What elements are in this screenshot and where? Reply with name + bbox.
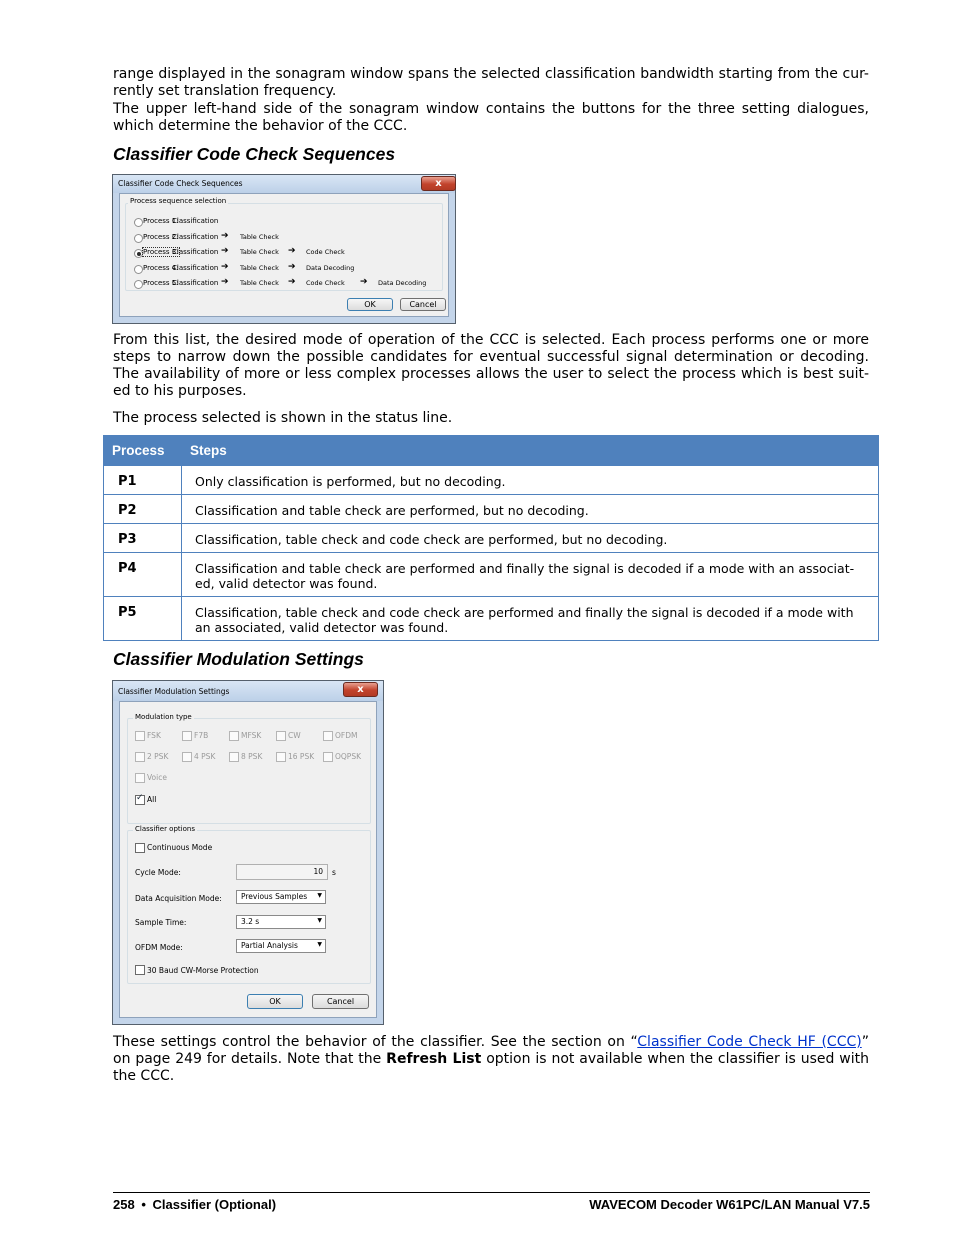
arrow-right-icon: ➔ bbox=[221, 246, 229, 256]
process-step-label: Classification bbox=[172, 263, 219, 272]
checkmark-icon: ✓ bbox=[136, 793, 144, 803]
arrow-right-icon: ➔ bbox=[360, 277, 368, 287]
sample-time-select[interactable] bbox=[236, 915, 326, 929]
paragraph-text: ” on page 249 for details. Note that the bbox=[113, 1034, 869, 1067]
process-step-label: Classification bbox=[172, 232, 219, 241]
chevron-down-icon: ▼ bbox=[317, 941, 322, 948]
process-step-label: Data Decoding bbox=[378, 279, 427, 287]
data-acquisition-select[interactable] bbox=[236, 890, 326, 904]
ok-button[interactable]: OK bbox=[347, 298, 393, 311]
modulation-label: 8 PSK bbox=[241, 752, 263, 761]
process-cell: P1 bbox=[104, 466, 182, 495]
ofdm-mode-value: Partial Analysis bbox=[241, 941, 298, 950]
section-heading-modulation-settings: Classifier Modulation Settings bbox=[113, 649, 364, 669]
close-icon[interactable]: x bbox=[343, 682, 378, 697]
section2-paragraph bbox=[113, 1034, 869, 1085]
table-row bbox=[104, 466, 879, 495]
arrow-right-icon: ➔ bbox=[288, 261, 296, 272]
process-step-label: Table Check bbox=[240, 232, 279, 241]
modulation-label: 16 PSK bbox=[288, 752, 315, 761]
process-radio[interactable] bbox=[134, 218, 143, 227]
table-row bbox=[104, 553, 879, 597]
steps-cell: Classification, table check and code check are performed and finally the signal is decoded if a mode with an associated, valid detector was found. bbox=[182, 597, 879, 641]
process-radio[interactable] bbox=[134, 249, 143, 258]
continuous-mode-checkbox[interactable] bbox=[135, 843, 145, 853]
voice-checkbox[interactable] bbox=[135, 773, 145, 783]
close-icon[interactable]: x bbox=[421, 176, 456, 191]
process-step-label: Classification bbox=[172, 248, 219, 256]
process-cell: P5 bbox=[104, 597, 182, 641]
column-header-process: Process bbox=[104, 436, 182, 466]
section1-paragraph-1: From this list, the desired mode of operation of the CCC is selected. Each process performs one or more steps to narrow down the possible candidates for eventual successful signal determination or decoding. The availability of more or less complex processes allows the user to select the process which is best suit-ed to his purposes. bbox=[113, 332, 869, 399]
process-step-label: Code Check bbox=[306, 279, 345, 287]
steps-cell: Only classification is performed, but no decoding. bbox=[182, 466, 879, 495]
page-number: 258 bbox=[113, 1197, 135, 1212]
ofdm-mode-label: OFDM Mode: bbox=[135, 943, 183, 952]
modulation-type-label: Modulation type bbox=[135, 713, 192, 721]
process-step-label: Classification bbox=[172, 279, 219, 287]
process-label: Process 4: bbox=[143, 263, 179, 272]
cw-morse-protection-checkbox[interactable] bbox=[135, 965, 145, 975]
modulation-label: MFSK bbox=[241, 731, 262, 740]
cancel-button[interactable]: Cancel bbox=[400, 298, 446, 311]
process-step-label: Classification bbox=[172, 217, 219, 225]
process-step-label: Table Check bbox=[240, 248, 279, 256]
continuous-mode-label: Continuous Mode bbox=[147, 843, 213, 852]
arrow-right-icon: ➔ bbox=[221, 277, 229, 287]
modulation-checkbox[interactable] bbox=[229, 731, 239, 741]
arrow-right-icon: ➔ bbox=[221, 230, 229, 241]
process-step-label: Code Check bbox=[306, 248, 345, 256]
column-header-steps: Steps bbox=[182, 436, 879, 466]
all-checkbox[interactable] bbox=[135, 795, 145, 805]
footer-divider bbox=[113, 1192, 870, 1193]
modulation-settings-dialog bbox=[112, 680, 384, 1025]
ofdm-mode-select[interactable] bbox=[236, 939, 326, 953]
data-acquisition-value: Previous Samples bbox=[241, 892, 308, 901]
footer-bullet: • bbox=[141, 1197, 146, 1212]
section-heading-code-check-sequences: Classifier Code Check Sequences bbox=[113, 144, 396, 164]
process-radio[interactable] bbox=[134, 280, 143, 289]
process-cell: P4 bbox=[104, 553, 182, 597]
modulation-label: 2 PSK bbox=[147, 752, 169, 761]
process-label: Process 5: bbox=[143, 279, 179, 287]
process-step-label: Data Decoding bbox=[306, 263, 355, 272]
table-row bbox=[104, 597, 879, 641]
dialog-client-area bbox=[119, 193, 449, 317]
table-row bbox=[104, 495, 879, 524]
cycle-mode-unit: s bbox=[332, 868, 336, 877]
voice-label: Voice bbox=[147, 773, 167, 782]
steps-cell: Classification and table check are performed, but no decoding. bbox=[182, 495, 879, 524]
modulation-label: 4 PSK bbox=[194, 752, 216, 761]
modulation-checkbox[interactable] bbox=[182, 752, 192, 762]
arrow-right-icon: ➔ bbox=[288, 277, 296, 287]
ok-button[interactable]: OK bbox=[247, 994, 303, 1009]
paragraph-text: option is not available when the classifier is used with the CCC. bbox=[113, 1051, 869, 1084]
chevron-down-icon: ▼ bbox=[317, 892, 322, 899]
dialog-client-area bbox=[119, 701, 377, 1018]
classifier-code-check-link[interactable]: Classifier Code Check HF (CCC) bbox=[637, 1034, 862, 1050]
arrow-right-icon: ➔ bbox=[221, 261, 229, 272]
chevron-down-icon: ▼ bbox=[317, 917, 322, 924]
process-label: Process 3: bbox=[143, 248, 179, 256]
process-label: Process 1: bbox=[143, 217, 179, 225]
sample-time-label: Sample Time: bbox=[135, 918, 187, 927]
intro-paragraph-2: The upper left-hand side of the sonagram window contains the buttons for the three setting dialogues, which determine the behavior of the CCC. bbox=[113, 101, 869, 134]
arrow-right-icon: ➔ bbox=[288, 246, 296, 256]
classifier-options-group bbox=[127, 830, 371, 984]
cycle-mode-value: 10 bbox=[313, 867, 323, 876]
cancel-button[interactable]: Cancel bbox=[312, 994, 369, 1009]
modulation-checkbox[interactable] bbox=[276, 731, 286, 741]
process-radio[interactable] bbox=[134, 265, 143, 274]
modulation-checkbox[interactable] bbox=[323, 731, 333, 741]
modulation-label: OQPSK bbox=[335, 752, 362, 761]
steps-cell: Classification and table check are performed and finally the signal is decoded if a mode with an associat-ed, valid detector was found. bbox=[182, 553, 879, 597]
footer-left bbox=[113, 1197, 276, 1212]
sample-time-value: 3.2 s bbox=[241, 917, 260, 926]
modulation-label: CW bbox=[288, 731, 301, 740]
footer-right: WAVECOM Decoder W61PC/LAN Manual V7.5 bbox=[589, 1197, 870, 1212]
modulation-checkbox[interactable] bbox=[276, 752, 286, 762]
process-step-label: Table Check bbox=[240, 279, 279, 287]
footer-section: Classifier (Optional) bbox=[152, 1197, 277, 1212]
section1-paragraph-2: The process selected is shown in the status line. bbox=[113, 410, 453, 426]
process-radio[interactable] bbox=[134, 234, 143, 243]
modulation-checkbox[interactable] bbox=[135, 752, 145, 762]
dialog-title: Classifier Code Check Sequences bbox=[118, 179, 243, 188]
classifier-options-label: Classifier options bbox=[135, 825, 195, 833]
modulation-checkbox[interactable] bbox=[182, 731, 192, 741]
dialog-title: Classifier Modulation Settings bbox=[118, 687, 230, 696]
process-cell: P3 bbox=[104, 524, 182, 553]
process-label: Process 2: bbox=[143, 232, 179, 241]
cycle-mode-field[interactable] bbox=[236, 864, 328, 880]
cw-morse-protection-label: 30 Baud CW-Morse Protection bbox=[147, 966, 259, 975]
modulation-label: OFDM bbox=[335, 731, 358, 740]
table-row bbox=[104, 524, 879, 553]
process-sequence-group-label: Process sequence selection bbox=[130, 197, 227, 205]
refresh-list-term: Refresh List bbox=[386, 1051, 482, 1067]
all-label: All bbox=[147, 795, 157, 804]
intro-paragraph-1: range displayed in the sonagram window spans the selected classification bandwidth starting from the cur-rently set translation frequency. bbox=[113, 66, 869, 99]
data-acquisition-label: Data Acquisition Mode: bbox=[135, 894, 222, 903]
process-cell: P2 bbox=[104, 495, 182, 524]
modulation-label: F7B bbox=[194, 731, 209, 740]
modulation-checkbox[interactable] bbox=[229, 752, 239, 762]
paragraph-text: These settings control the behavior of the classifier. See the section on “ bbox=[113, 1034, 638, 1050]
modulation-label: FSK bbox=[147, 731, 161, 740]
steps-cell: Classification, table check and code check are performed, but no decoding. bbox=[182, 524, 879, 553]
process-steps-table bbox=[103, 435, 879, 641]
cycle-mode-label: Cycle Mode: bbox=[135, 868, 181, 877]
modulation-checkbox[interactable] bbox=[323, 752, 333, 762]
process-step-label: Table Check bbox=[240, 263, 279, 272]
table-header-row bbox=[104, 436, 879, 466]
code-check-sequences-dialog bbox=[112, 174, 456, 324]
modulation-checkbox[interactable] bbox=[135, 731, 145, 741]
